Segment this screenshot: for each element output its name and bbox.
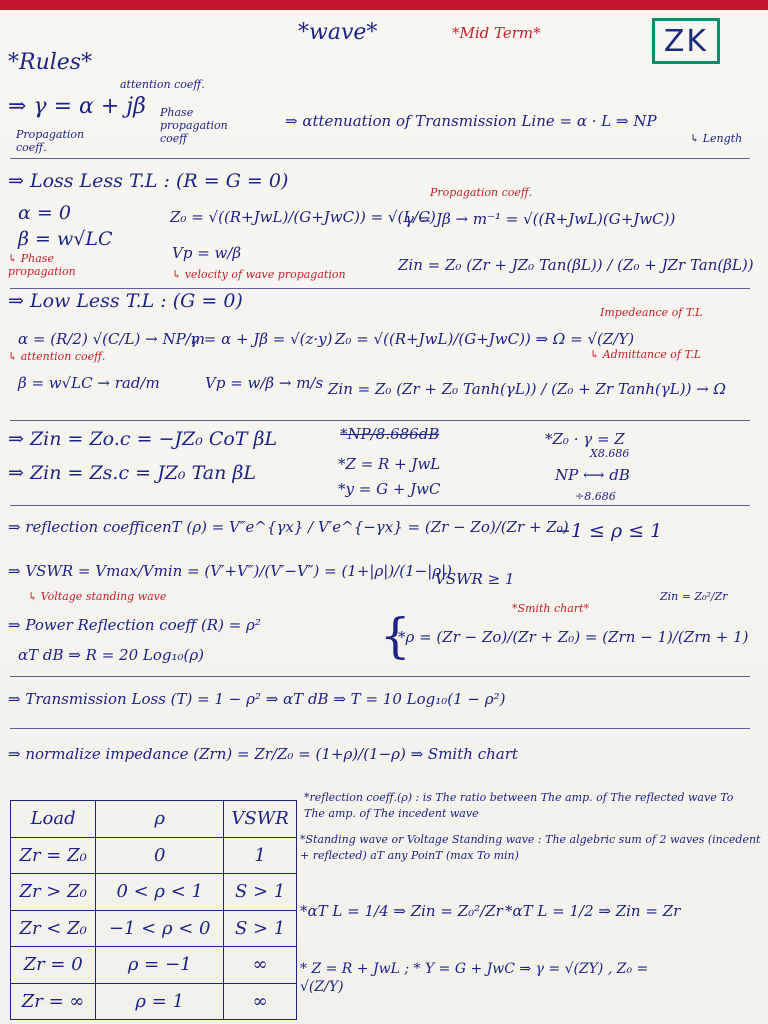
vswr-definition: ⇒ VSWR = Vmax/Vmin = (V′+V″)/(V′−V″) = (1+|ρ|)/(1−|ρ|) xyxy=(8,562,452,580)
divider xyxy=(10,728,750,729)
page-title: *wave* xyxy=(298,20,378,45)
table-row xyxy=(11,874,297,911)
rho-range: −1 ≤ ρ ≤ 1 xyxy=(555,520,663,542)
table-cell: S > 1 xyxy=(224,910,297,947)
vp-lowloss: Vp = w/β → m/s xyxy=(205,374,324,392)
table-row xyxy=(11,910,297,947)
lossless-heading: ⇒ Loss Less T.L : (R = G = 0) xyxy=(8,170,289,192)
rho-normalized: *ρ = (Zr − Zo)/(Zr + Z₀) = (Zrn − 1)/(Zrn + 1) xyxy=(398,628,749,646)
crossed-note: *NP/8.686dB xyxy=(340,425,440,443)
phase-propagation-red: ↳ Phase propagation xyxy=(8,252,76,278)
z0-lossless: Z₀ = √((R+JwL)/(G+JwC)) = √(L/C) xyxy=(170,208,436,226)
gamma-lossless: γ = Jβ → m⁻¹ = √((R+JwL)(G+JwC)) xyxy=(405,210,676,228)
times-8686: X8.686 xyxy=(590,447,630,460)
z-y-summary: * Z = R + JwL ; * Y = G + JwC ⇒ γ = √(ZY) , Z₀ = √(Z/Y) xyxy=(300,961,649,995)
attenuation-tl: ⇒ αttenuation of Transmission Line = α · L ⇒ NP xyxy=(285,112,657,130)
zin-open-circuit: ⇒ Zin = Zo.c = −JZ₀ CoT βL xyxy=(8,428,278,450)
attenuation-coeff-red: ↳ attention coeff. xyxy=(8,350,106,363)
table-cell: Zr = 0 xyxy=(11,947,96,984)
propagation-coeff-note: Propagation coeff. xyxy=(16,128,85,154)
table-cell: ρ = 1 xyxy=(96,983,224,1020)
rules-heading: *Rules* xyxy=(8,50,93,75)
vswr-ge-1: VSWR ≥ 1 xyxy=(435,570,515,588)
table-cell: Zr > Z₀ xyxy=(11,874,96,911)
divider xyxy=(10,158,750,159)
table-cell: ρ = −1 xyxy=(96,947,224,984)
table-cell: −1 < ρ < 0 xyxy=(96,910,224,947)
z0-gamma-relation: *Z₀ · γ = Z xyxy=(545,430,625,448)
zin-lowloss: Zin = Z₀ (Zr + Z₀ Tanh(γL)) / (Z₀ + Zr Tanh(γL)) → Ω xyxy=(328,380,726,398)
table-header: VSWR xyxy=(224,801,297,838)
table-cell: Zr = Z₀ xyxy=(11,837,96,874)
quarter-wave: *αT L = 1/4 ⇒ Zin = Z₀²/Zr xyxy=(300,902,503,920)
np-db: NP ⟷ dB xyxy=(555,466,630,484)
length-note: ↳ Length xyxy=(690,132,743,145)
gamma-definition: ⇒ γ = α + jβ xyxy=(8,94,146,119)
zin-lossless: Zin = Z₀ (Zr + JZ₀ Tan(βL)) / (Z₀ + JZr Tan(βL)) xyxy=(398,256,754,274)
lowloss-heading: ⇒ Low Less T.L : (G = 0) xyxy=(8,290,243,312)
table-header: ρ xyxy=(96,801,224,838)
table-row xyxy=(11,983,297,1020)
table-header-row xyxy=(11,801,297,838)
table-cell: 0 xyxy=(96,837,224,874)
table-cell: 0 < ρ < 1 xyxy=(96,874,224,911)
admittance-note: ↳ Admittance of T.L xyxy=(590,348,702,361)
table-cell: ∞ xyxy=(224,983,297,1020)
divider xyxy=(10,676,750,677)
table-cell: ∞ xyxy=(224,947,297,984)
zin-short-circuit: ⇒ Zin = Zs.c = JZ₀ Tan βL xyxy=(8,462,256,484)
zin-side-note: Zin = Z₀²/Zr xyxy=(660,590,728,603)
standing-wave-definition: *Standing wave or Voltage Standing wave : The algebric sum of 2 waves (incedent + reflected) aT any PoinT (max To min) xyxy=(300,833,761,862)
alpha-lowloss: α = (R/2) √(C/L) → NP/m xyxy=(18,330,205,348)
half-wave: *αT L = 1/2 ⇒ Zin = Zr xyxy=(505,902,681,920)
vp-lossless: Vp = w/β xyxy=(172,244,242,262)
power-reflection: ⇒ Power Reflection coeff (R) = ρ² xyxy=(8,616,261,634)
divide-8686: ÷8.686 xyxy=(575,490,616,503)
table-row xyxy=(11,837,297,874)
table-header: Load xyxy=(11,801,96,838)
table-cell: Zr < Z₀ xyxy=(11,910,96,947)
smith-chart-note: *Smith chart* xyxy=(512,602,589,615)
reflection-definition: *reflection coeff.(ρ) : is The ratio between The amp. of The reflected wave To The amp. of The incedent wave xyxy=(304,791,734,820)
phase-propagation-note: Phase propagation coeff xyxy=(160,106,228,145)
transmission-loss: ⇒ Transmission Loss (T) = 1 − ρ² ⇒ αT dB ⇒ T = 10 Log₁₀(1 − ρ²) xyxy=(8,690,506,708)
normalize-impedance: ⇒ normalize impedance (Zrn) = Zr/Z₀ = (1+ρ)/(1−ρ) ⇒ Smith chart xyxy=(8,745,518,763)
attenuation-coeff-note: attention coeff. xyxy=(120,78,205,91)
beta-lossless: β = w√LC xyxy=(18,228,113,250)
author-logo: ZK xyxy=(652,18,720,64)
vswr-note: ↳ Voltage standing wave xyxy=(28,590,167,603)
table-cell: Zr = ∞ xyxy=(11,983,96,1020)
divider xyxy=(10,420,750,421)
divider xyxy=(10,505,750,506)
gamma-zy: γ = α + Jβ = √(z·y) xyxy=(190,330,333,348)
brace: { xyxy=(380,608,411,664)
table-cell: 1 xyxy=(224,837,297,874)
beta-lowloss: β = w√LC → rad/m xyxy=(18,374,160,392)
z-definition: *Z = R + JwL xyxy=(338,455,441,473)
z0-lowloss: Z₀ = √((R+JwL)/(G+JwC)) ⇒ Ω = √(Z/Y) xyxy=(335,330,635,348)
propagation-coeff-red: Propagation coeff. xyxy=(430,186,533,199)
alpha-zero: α = 0 xyxy=(18,202,71,224)
divider xyxy=(10,288,750,289)
load-table xyxy=(10,800,297,1020)
velocity-note: ↳ velocity of wave propagation xyxy=(172,268,346,281)
impedance-tl-note: Impedeance of T.L xyxy=(600,306,703,319)
page-subtitle: *Mid Term* xyxy=(452,24,541,42)
reflection-coefficient: ⇒ reflection coefficenT (ρ) = V″e^{γx} / V′e^{−γx} = (Zr − Zo)/(Zr + Z₀) xyxy=(8,518,569,536)
table-row xyxy=(11,947,297,984)
atdb-r: αT dB ⇒ R = 20 Log₁₀(ρ) xyxy=(18,646,205,664)
top-edge xyxy=(0,0,768,10)
y-definition: *y = G + JwC xyxy=(338,480,441,498)
table-cell: S > 1 xyxy=(224,874,297,911)
